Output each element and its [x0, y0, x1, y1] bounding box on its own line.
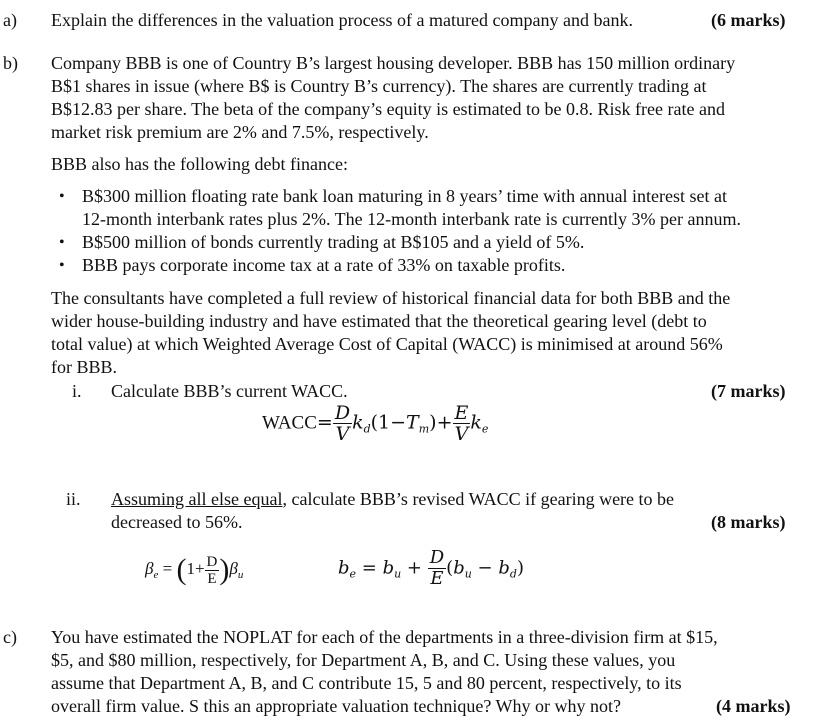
question-c-marks: (4 marks) [716, 696, 791, 716]
part-i-label: i. [72, 381, 82, 401]
part-ii-marks: (8 marks) [711, 512, 786, 532]
part-i-marks: (7 marks) [711, 381, 786, 401]
question-b-p2-line3: total value) at which Weighted Average Cost of Capital (WACC) is minimised at around 56% [51, 334, 723, 354]
question-c-label: c) [3, 627, 17, 647]
wacc-formula: WACC= $\frac{D}{V}$ $k_d(1-T_m)+$ $\frac{E}{V}$ $k_e$ [262, 402, 489, 445]
question-b-p2-line2: wider house-building industry and have estimated that the theoretical gearing level (debt to [51, 311, 707, 331]
part-ii-line1 [111, 488, 803, 510]
part-ii-underlined: Assuming all else equal [111, 489, 283, 509]
question-a-label: a) [3, 10, 17, 30]
question-b-p1-line4: market risk premium are 2% and 7.5%, respectively. [51, 122, 429, 142]
part-ii-label: ii. [66, 489, 81, 509]
bullet-icon: • [59, 234, 65, 251]
part-ii-text: , calculate BBB’s revised WACC if gearing were to be [282, 489, 675, 509]
question-b-p1-line1: Company BBB is one of Country B’s largest housing developer. BBB has 150 million ordinary [51, 53, 736, 73]
question-b-label: b) [3, 53, 18, 73]
bullet-1-line1: B$300 million floating rate bank loan maturing in 8 years’ time with annual interest set at [82, 186, 728, 206]
debt-intro: BBB also has the following debt finance: [51, 154, 348, 174]
question-c-line3: assume that Department A, B, and C contribute 15, 5 and 80 percent, respectively, to its [51, 673, 682, 693]
question-b-p2-line4: for BBB. [51, 357, 118, 377]
part-ii-line2: decreased to 56%. [111, 512, 243, 532]
question-c-line1: You have estimated the NOPLAT for each of the departments in a three-division firm at $15, [51, 627, 718, 647]
question-b-p2-line1: The consultants have completed a full review of historical financial data for both BBB and the [51, 288, 731, 308]
question-b-p1-line3: B$12.83 per share. The beta of the company’s equity is estimated to be 0.8. Risk free rate and [51, 99, 725, 119]
question-a-marks: (6 marks) [711, 10, 786, 30]
part-i-text: Calculate BBB’s current WACC. [111, 381, 348, 401]
bullet-1-line2: 12-month interbank rates plus 2%. The 12-month interbank rate is currently 3% per annum. [82, 209, 741, 229]
bullet-2: B$500 million of bonds currently trading at B$105 and a yield of 5%. [82, 232, 585, 252]
beta-formula: $\beta_e = (1+$ $\frac{D}{E}$ )$\beta_u$ [145, 553, 244, 587]
question-b-p1-line2: B$1 shares in issue (where B$ is Country B’s currency). The shares are currently trading at [51, 76, 707, 96]
levered-beta-formula: $b_e = b_u$ + $\frac{D}{E}$ $(b_u - b_d)$ [338, 547, 524, 589]
bullet-3: BBB pays corporate income tax at a rate of 33% on taxable profits. [82, 255, 566, 275]
bullet-icon: • [59, 257, 65, 274]
question-c-line4: overall firm value. S this an appropriate valuation technique? Why or why not? [51, 696, 621, 716]
bullet-icon: • [59, 188, 65, 205]
question-a-text: Explain the differences in the valuation process of a matured company and bank. [51, 10, 633, 30]
question-c-line2: $5, and $80 million, respectively, for Department A, B, and C. Using these values, you [51, 650, 676, 670]
